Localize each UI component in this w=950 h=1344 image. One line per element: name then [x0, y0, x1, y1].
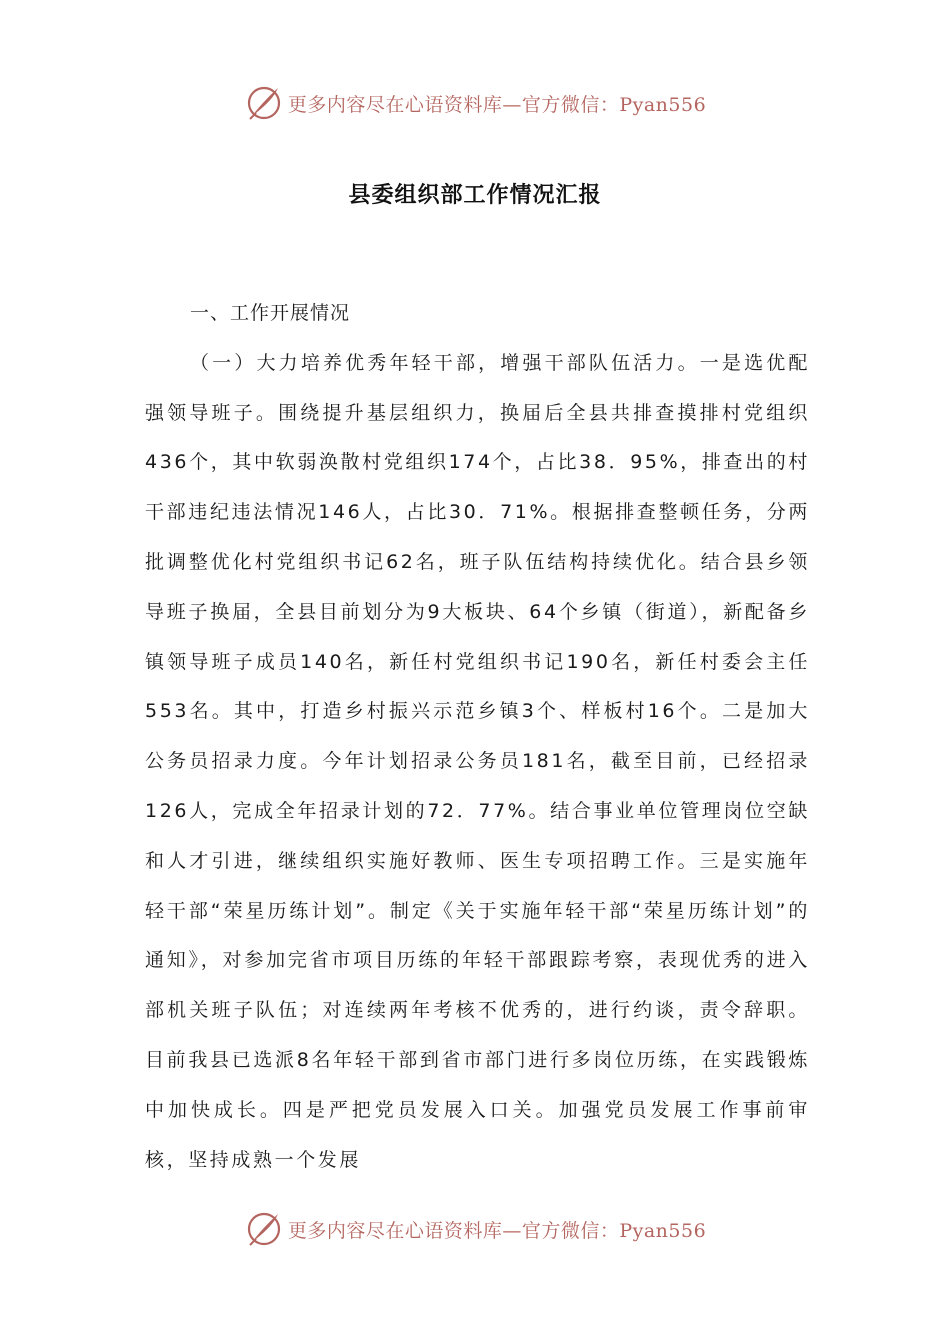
- document-body: [145, 289, 810, 1185]
- quill-pen-circle-logo-icon: [244, 83, 284, 123]
- footer-banner-text: 更多内容尽在心语资料库—官方微信：Pyan556: [287, 1219, 707, 1242]
- document-title: 县委组织部工作情况汇报: [348, 182, 602, 208]
- section-heading: 一、工作开展情况: [190, 302, 351, 324]
- footer-watermark-banner: [0, 1204, 950, 1254]
- body-paragraph: （一）大力培养优秀年轻干部，增强干部队伍活力。一是选优配强领导班子。围绕提升基层组织力，换届后全县共排查摸排村党组织436个，其中软弱涣散村党组织174个，占比38．95%，排查出的村干部违纪违法情况146人，占比30．71%。根据排查整顿任务，分两批调整优化村党组织书记62名，班子队伍结构持续优化。结合县乡领导班子换届，全县目前划分为9大板块、64个乡镇（街道），新配备乡镇领导班子成员140名，新任村党组织书记190名，新任村委会主任553名。其中，打造乡村振兴示范乡镇3个、样板村16个。二是加大公务员招录力度。今年计划招录公务员181名，截至目前，已经招录126人，完成全年招录计划的72．77%。结合事业单位管理岗位空缺和人才引进，继续组织实施好教师、医生专项招聘工作。三是实施年轻干部“荣星历练计划”。制定《关于实施年轻干部“荣星历练计划”的通知》，对参加完省市项目历练的年轻干部跟踪考察，表现优秀的进入部机关班子队伍；对连续两年考核不优秀的，进行约谈，责令辞职。目前我县已选派8名年轻干部到省市部门进行多岗位历练，在实践锻炼中加快成长。四是严把党员发展入口关。加强党员发展工作事前审核，坚持成熟一个发展: [145, 351, 810, 1171]
- header-banner-text: 更多内容尽在心语资料库—官方微信：Pyan556: [287, 93, 707, 116]
- header-watermark-banner: [0, 78, 950, 128]
- quill-pen-circle-logo-icon: [244, 1209, 284, 1249]
